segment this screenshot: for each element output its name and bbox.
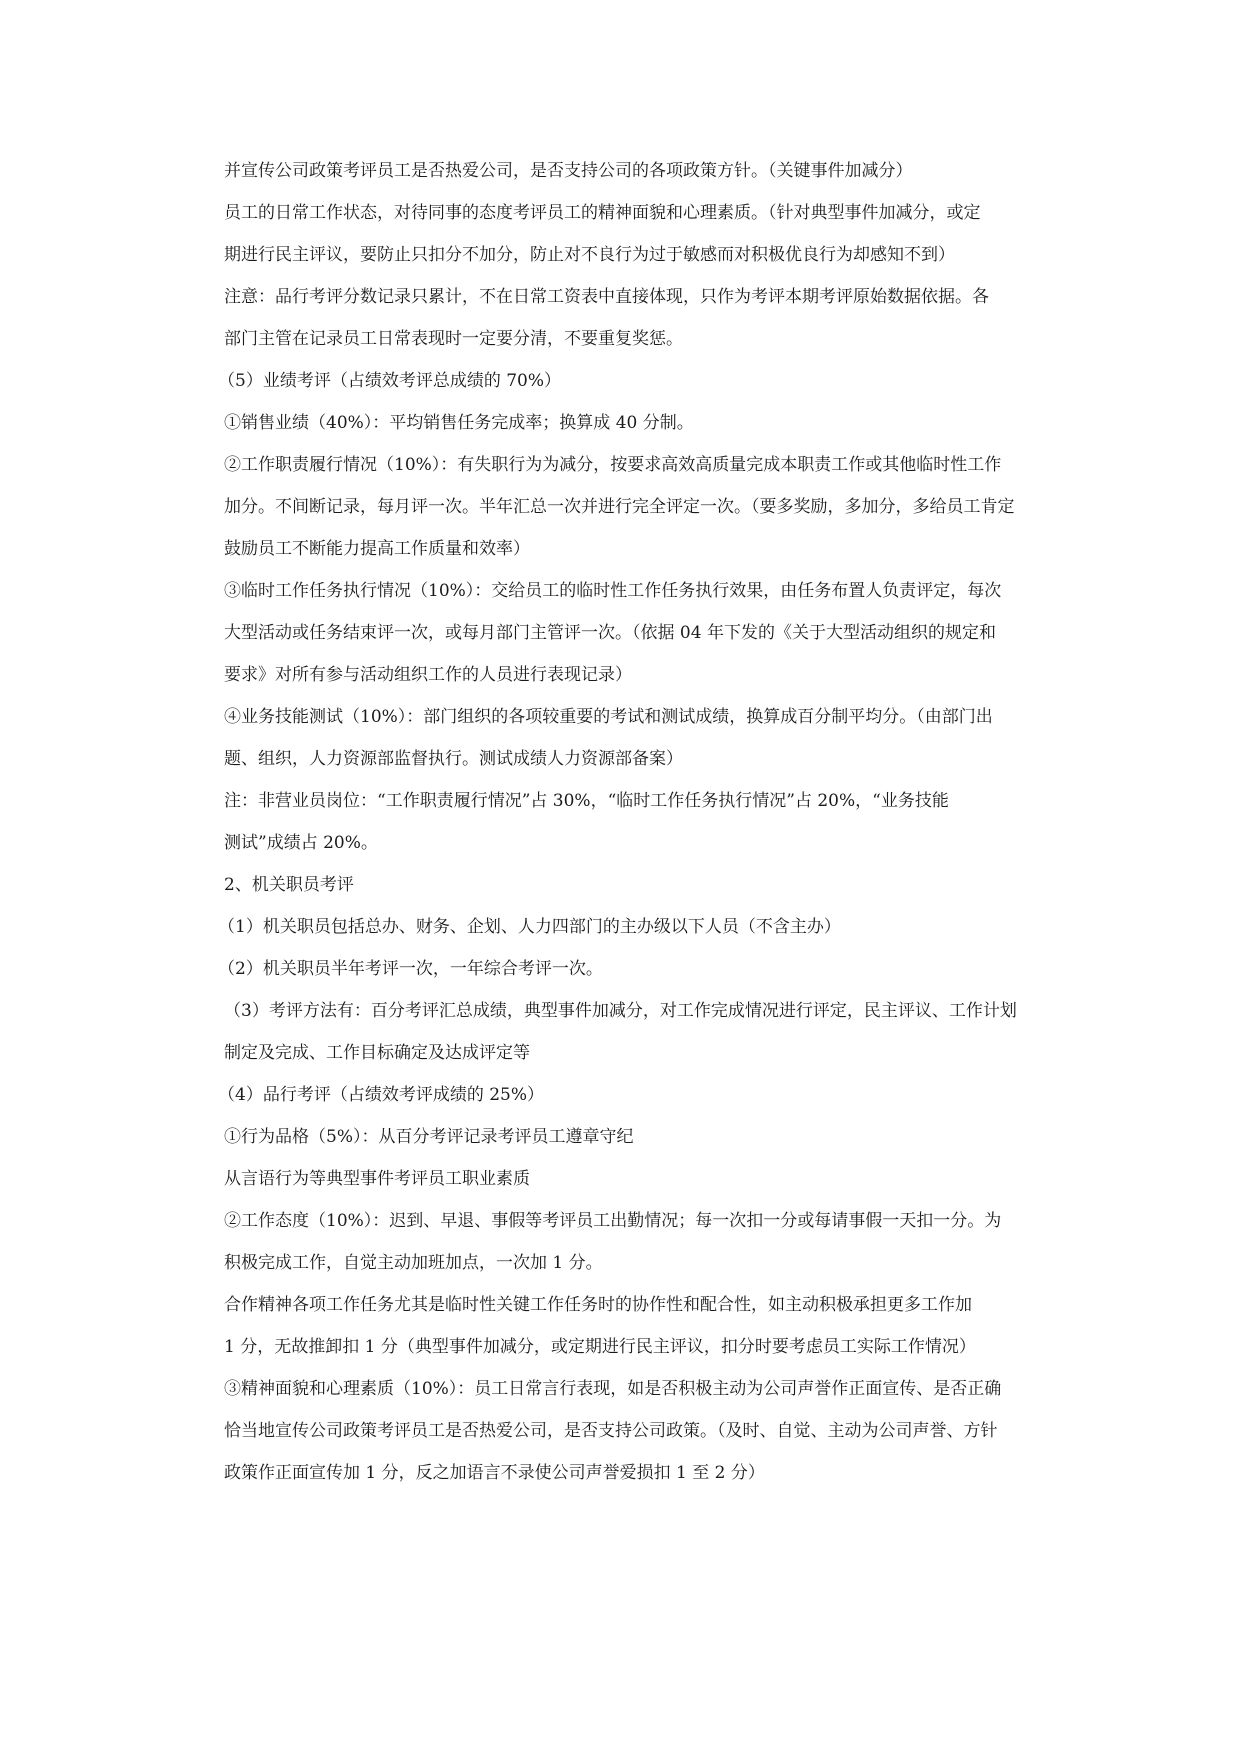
text-line: 大型活动或任务结束评一次，或每月部门主管评一次。（依据 04 年下发的《关于大型活动组织的规定和 bbox=[224, 623, 996, 643]
text-line: （3）考评方法有：百分考评汇总成绩，典型事件加减分，对工作完成情况进行评定，民主评议、工作计划 bbox=[224, 1001, 1017, 1021]
text-line: 制定及完成、工作目标确定及达成评定等 bbox=[224, 1043, 530, 1063]
text-line: ①行为品格（5%）：从百分考评记录考评员工遵章守纪 bbox=[224, 1127, 634, 1147]
text-line: 鼓励员工不断能力提高工作质量和效率） bbox=[224, 539, 530, 559]
text-line: 1 分，无故推卸扣 1 分（典型事件加减分，或定期进行民主评议，扣分时要考虑员工实际工作情况） bbox=[224, 1337, 976, 1357]
text-line: ③临时工作任务执行情况（10%）：交给员工的临时性工作任务执行效果，由任务布置人负责评定，每次 bbox=[224, 581, 1002, 601]
text-line: 注意：品行考评分数记录只累计，不在日常工资表中直接体现，只作为考评本期考评原始数据依据。各 bbox=[224, 287, 989, 307]
text-line: ④业务技能测试（10%）：部门组织的各项较重要的考试和测试成绩，换算成百分制平均分。（由部门出 bbox=[224, 707, 993, 727]
text-line: （1）机关职员包括总办、财务、企划、人力四部门的主办级以下人员（不含主办） bbox=[218, 917, 841, 937]
text-line: 部门主管在记录员工日常表现时一定要分清，不要重复奖惩。 bbox=[224, 329, 683, 349]
document-body bbox=[218, 150, 1056, 1494]
section-heading: （4）品行考评（占绩效考评成绩的 25%） bbox=[218, 1085, 545, 1105]
text-line: ①销售业绩（40%）：平均销售任务完成率；换算成 40 分制。 bbox=[224, 413, 694, 433]
section-heading: 2、机关职员考评 bbox=[224, 875, 354, 895]
text-line: 题、组织，人力资源部监督执行。测试成绩人力资源部备案） bbox=[224, 749, 683, 769]
text-line: 政策作正面宣传加 1 分，反之加语言不录使公司声誉爱损扣 1 至 2 分） bbox=[224, 1463, 765, 1483]
text-line: （2）机关职员半年考评一次，一年综合考评一次。 bbox=[218, 959, 603, 979]
text-line: 测试”成绩占 20%。 bbox=[224, 833, 378, 853]
text-line: 并宣传公司政策考评员工是否热爱公司，是否支持公司的各项政策方针。（关键事件加减分） bbox=[224, 161, 913, 181]
text-line: 员工的日常工作状态，对待同事的态度考评员工的精神面貌和心理素质。（针对典型事件加减分，或定 bbox=[224, 203, 981, 223]
text-line: 期进行民主评议，要防止只扣分不加分，防止对不良行为过于敏感而对积极优良行为却感知不到） bbox=[224, 245, 955, 265]
text-line: ③精神面貌和心理素质（10%）：员工日常言行表现，如是否积极主动为公司声誉作正面宣传、是否正确 bbox=[224, 1379, 1002, 1399]
text-line: ②工作态度（10%）：迟到、早退、事假等考评员工出勤情况；每一次扣一分或每请事假一天扣一分。为 bbox=[224, 1211, 1002, 1231]
text-line: 加分。不间断记录，每月评一次。半年汇总一次并进行完全评定一次。（要多奖励，多加分，多给员工肯定 bbox=[224, 497, 1015, 517]
text-line: ②工作职责履行情况（10%）：有失职行为为减分，按要求高效高质量完成本职责工作或其他临时性工作 bbox=[224, 455, 1002, 475]
text-line: 注：非营业员岗位：“工作职责履行情况”占 30%，“临时工作任务执行情况”占 20%，“业务技能 bbox=[224, 791, 949, 811]
text-line: 从言语行为等典型事件考评员工职业素质 bbox=[224, 1169, 530, 1189]
text-line: 恰当地宣传公司政策考评员工是否热爱公司，是否支持公司政策。（及时、自觉、主动为公司声誉、方针 bbox=[224, 1421, 998, 1441]
text-line: 积极完成工作，自觉主动加班加点，一次加 1 分。 bbox=[224, 1253, 603, 1273]
text-line: 合作精神各项工作任务尤其是临时性关键工作任务时的协作性和配合性，如主动积极承担更多工作加 bbox=[224, 1295, 972, 1315]
text-line: 要求》对所有参与活动组织工作的人员进行表现记录） bbox=[224, 665, 632, 685]
section-heading: （5）业绩考评（占绩效考评总成绩的 70%） bbox=[218, 371, 562, 391]
